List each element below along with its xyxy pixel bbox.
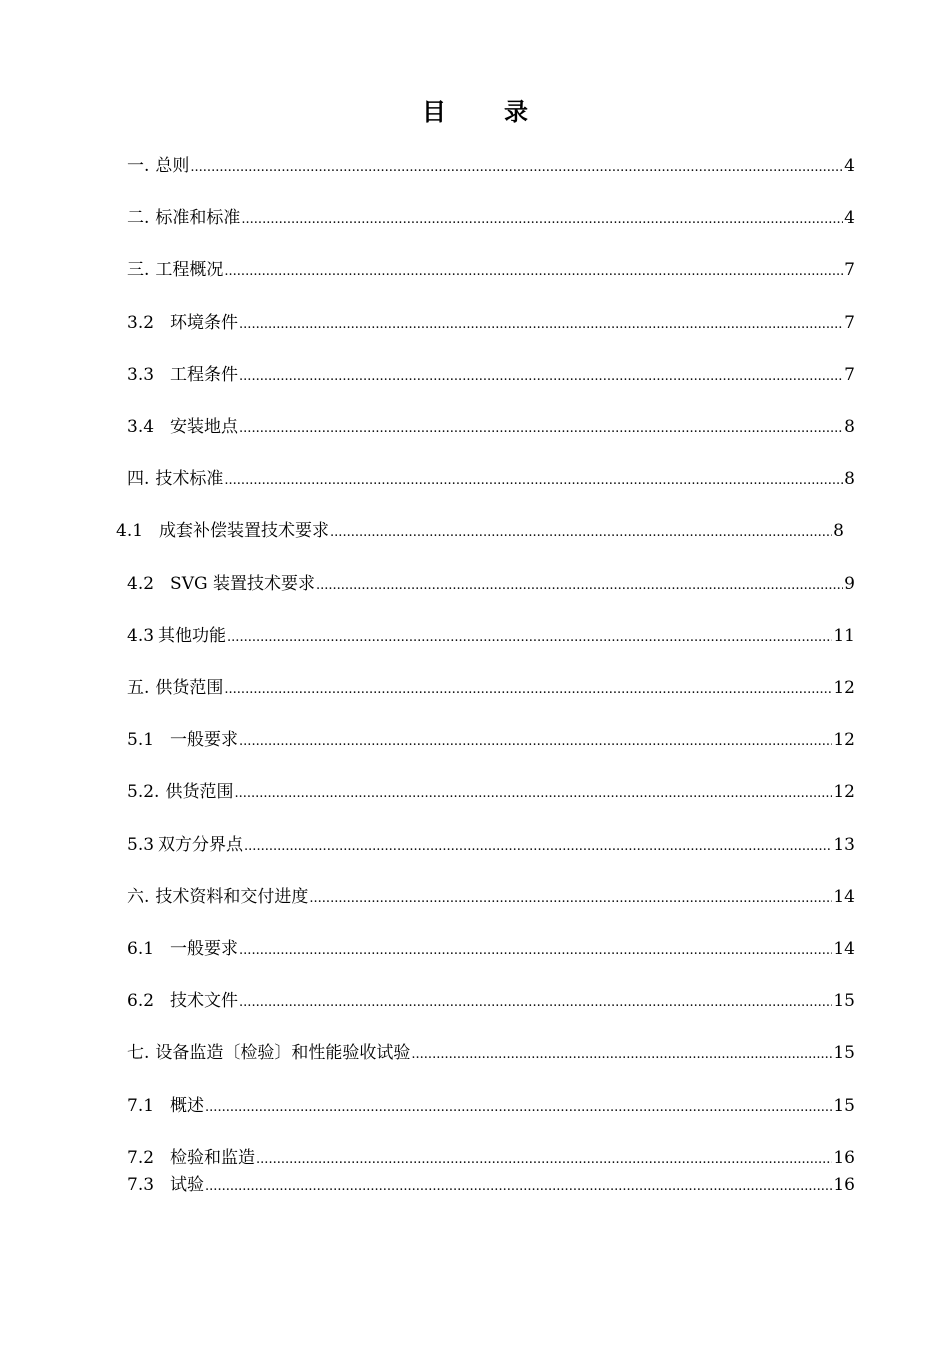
leader-dots — [205, 1097, 832, 1119]
toc-entry-page: 7 — [844, 260, 855, 280]
toc-entry[interactable] — [127, 886, 855, 910]
leader-dots — [239, 731, 832, 753]
toc-entry-number: 7.2 — [127, 1148, 155, 1168]
toc-entry-page: 14 — [833, 939, 855, 959]
toc-entry[interactable] — [127, 573, 855, 597]
leader-dots — [330, 522, 832, 544]
page-title — [0, 92, 950, 127]
toc-entry-label: 设备监造〔检验〕和性能验收试验 — [155, 1043, 411, 1063]
toc-entry-label: 安装地点 — [170, 417, 239, 437]
toc-entry-number: 5.2. — [127, 782, 160, 802]
leader-dots — [239, 366, 843, 388]
toc-entry-page: 15 — [833, 991, 855, 1011]
leader-dots — [241, 209, 843, 231]
leader-dots — [224, 679, 832, 701]
toc-entry[interactable] — [127, 1042, 855, 1066]
toc-entry-label: 一般要求 — [170, 939, 239, 959]
toc-entry-number: 5.3 — [127, 835, 155, 855]
toc-entry-label: 技术标准 — [155, 469, 224, 489]
toc-entry-page: 12 — [833, 782, 855, 802]
toc-entry-number: 四. — [127, 469, 150, 489]
toc-entry-page: 14 — [833, 887, 855, 907]
toc-entry-number: 一. — [127, 156, 150, 176]
toc-entry-page: 15 — [833, 1043, 855, 1063]
leader-dots — [256, 1149, 832, 1171]
toc-entry-number: 5.1 — [127, 730, 155, 750]
toc-entry-number: 4.3 — [127, 626, 155, 646]
toc-entry-number: 6.2 — [127, 991, 155, 1011]
toc-entry-label: 试验 — [170, 1175, 205, 1195]
toc-entry-page: 7 — [844, 365, 855, 385]
toc-entry-page: 8 — [844, 469, 855, 489]
toc-entry-label: 技术资料和交付进度 — [155, 887, 309, 907]
toc-entry-number: 三. — [127, 260, 150, 280]
toc-entry[interactable] — [127, 155, 855, 179]
toc-entry-label: 技术文件 — [170, 991, 239, 1011]
toc-entry[interactable] — [116, 520, 844, 544]
toc-entry-page: 9 — [844, 574, 855, 594]
toc-entry-number: 7.1 — [127, 1096, 155, 1116]
toc-entry-page: 16 — [833, 1175, 855, 1195]
toc-entry-number: 七. — [127, 1043, 150, 1063]
leader-dots — [239, 940, 832, 962]
toc-entry[interactable] — [127, 416, 855, 440]
leader-dots — [239, 418, 843, 440]
leader-dots — [239, 992, 832, 1014]
toc-entry-number: 4.1 — [116, 521, 144, 541]
toc-entry-label: 检验和监造 — [170, 1148, 256, 1168]
toc-entry-page: 8 — [833, 521, 844, 541]
toc-entry-label: 供货范围 — [155, 678, 224, 698]
toc-entry-number: 六. — [127, 887, 150, 907]
toc-entry-page: 12 — [833, 730, 855, 750]
toc-entry[interactable] — [127, 468, 855, 492]
toc-entry-label: 环境条件 — [170, 313, 239, 333]
toc-entry[interactable] — [127, 207, 855, 231]
title-char-right: 录 — [504, 97, 528, 126]
toc-entry-label: 标准和标准 — [155, 208, 241, 228]
leader-dots — [239, 314, 843, 336]
toc-entry-number: 7.3 — [127, 1175, 155, 1195]
toc-entry[interactable] — [127, 312, 855, 336]
toc-entry-page: 12 — [833, 678, 855, 698]
toc-entry-label: 其他功能 — [158, 626, 227, 646]
toc-entry-label: SVG 装置技术要求 — [170, 574, 315, 594]
toc-entry[interactable] — [127, 938, 855, 962]
toc-entry-number: 4.2 — [127, 574, 155, 594]
toc-entry-label: 总则 — [155, 156, 190, 176]
toc-entry[interactable] — [127, 259, 855, 283]
leader-dots — [244, 836, 832, 858]
toc-entry-label: 供货范围 — [165, 782, 234, 802]
toc-entry-page: 13 — [833, 835, 855, 855]
toc-entry[interactable] — [127, 729, 855, 753]
toc-entry-number: 6.1 — [127, 939, 155, 959]
leader-dots — [205, 1176, 832, 1198]
toc-entry-number: 二. — [127, 208, 150, 228]
toc-entry-label: 工程条件 — [170, 365, 239, 385]
leader-dots — [234, 783, 832, 805]
toc-entry-page: 4 — [844, 156, 855, 176]
toc-entry-label: 工程概况 — [155, 260, 224, 280]
toc-entry-label: 双方分界点 — [158, 835, 244, 855]
leader-dots — [309, 888, 832, 910]
toc-entry-page: 15 — [833, 1096, 855, 1116]
toc-entry-number: 五. — [127, 678, 150, 698]
toc-entry-page: 8 — [844, 417, 855, 437]
toc-entry-page: 11 — [833, 626, 855, 646]
leader-dots — [316, 575, 843, 597]
toc-entry-label: 成套补偿装置技术要求 — [159, 521, 330, 541]
toc-entry[interactable] — [127, 1147, 855, 1171]
leader-dots — [411, 1044, 832, 1066]
leader-dots — [190, 157, 843, 179]
toc-entry[interactable] — [127, 834, 855, 858]
leader-dots — [224, 261, 843, 283]
toc-entry-page: 4 — [844, 208, 855, 228]
toc-entry[interactable] — [127, 1095, 855, 1119]
toc-entry[interactable] — [127, 625, 855, 649]
leader-dots — [227, 627, 832, 649]
toc-entry-label: 一般要求 — [170, 730, 239, 750]
toc-entry[interactable] — [127, 364, 855, 388]
toc-entry-number: 3.2 — [127, 313, 155, 333]
toc-entry-number: 3.3 — [127, 365, 155, 385]
toc-entry[interactable] — [127, 781, 855, 805]
toc-entry[interactable] — [127, 677, 855, 701]
toc-entry-page: 7 — [844, 313, 855, 333]
toc-entry-label: 概述 — [170, 1096, 205, 1116]
leader-dots — [224, 470, 843, 492]
toc-entry[interactable] — [127, 990, 855, 1014]
toc-entry-page: 16 — [833, 1148, 855, 1168]
toc-entry-number: 3.4 — [127, 417, 155, 437]
title-char-left: 目 — [422, 97, 446, 126]
toc-entry[interactable] — [127, 1174, 855, 1198]
